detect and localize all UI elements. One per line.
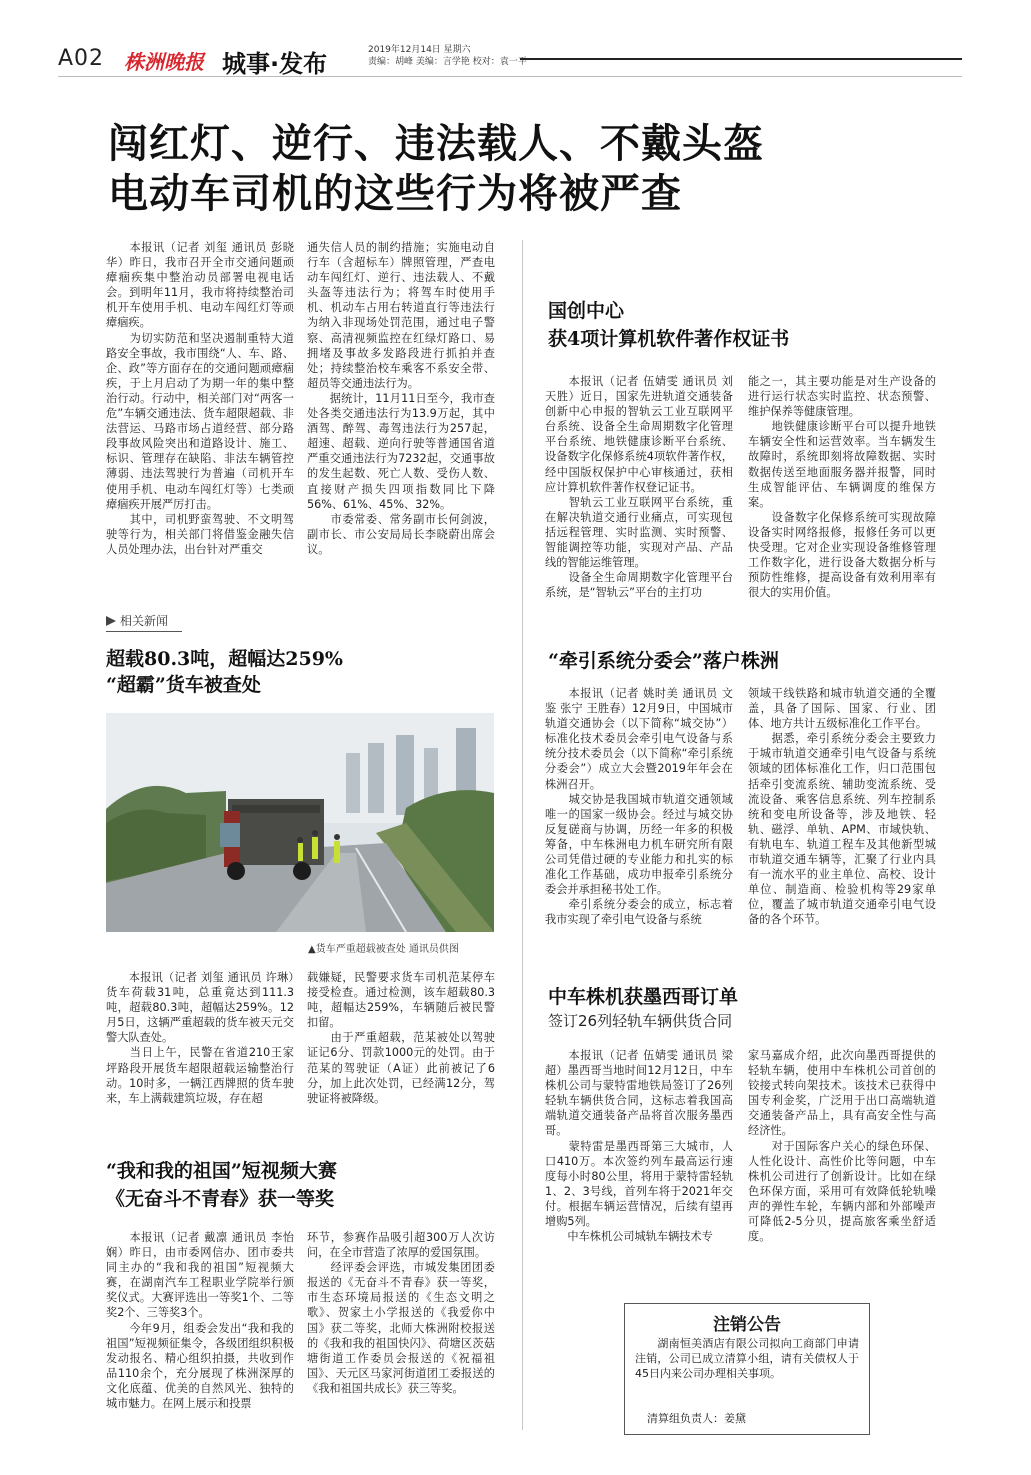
- mexico-body-col1: 本报讯（记者 伍婧雯 通讯员 梁超）墨西哥当地时间12月12日，中车株机公司与蒙特雷地铁局签订了26列轻轨车辆供货合同，这标志着我国高端轨道交通装备产品将首次服务墨西哥。 蒙特雷是墨西哥第三大城市，人口410万。本次签约列车最高运行速度每小时80公里，将用于蒙特雷轻轨1、2、3号线，首列车将于2021年交付。根据车辆运营情况，后续有望再增购5列。 中车株机公司城轨车辆技术专: [545, 1049, 733, 1244]
- video-body-col1: 本报讯（记者 戴凛 通讯员 李怡娴）昨日，由市委网信办、团市委共同主办的“我和我的祖国”短视频大赛，在湖南汽车工程职业学院举行颁奖仪式。大赛评选出一等奖1个、二等奖2个、三等奖3个。 今年9月，组委会发出“我和我的祖国”短视频征集令，各级团组织积极发动报名、精心组织拍摄，共收到作品110余个，充分展现了株洲深厚的文化底蕴、优美的自然风光、独特的城市魅力。在网上展示和投票: [106, 1231, 294, 1411]
- guochuang-headline-line2: 获4项计算机软件著作权证书: [548, 328, 790, 350]
- header-rule: [520, 58, 962, 60]
- guochuang-headline-line1: 国创中心: [548, 300, 625, 322]
- issue-meta: [368, 44, 527, 68]
- notice-title: 注销公告: [713, 1315, 781, 1335]
- traction-body-col2: 领域干线铁路和城市轨道交通的全覆盖，具备了国际、国家、行业、团体、地方共计五级标准化工作平台。 据悉，牵引系统分委会主要致力于城市轨道交通牵引电气设备与系统领域的团体标准化工作，归口范围包括牵引变流系统、辅助变流系统、受流设备、乘客信息系统、列车控制系统和变电所设备等，涉及地铁、轻轨、磁浮、单轨、APM、市域快轨、有轨电车、轨道工程车及其他新型城市轨道交通车辆等，汇聚了行业内具有一流水平的业主单位、高校、设计单位、制造商、检验机构等29家单位，覆盖了城市轨道交通牵引电气设备的各个环节。: [748, 687, 936, 927]
- issue-date: 2019年12月14日 星期六: [368, 45, 471, 55]
- traction-headline: “牵引系统分委会”落户株洲: [548, 650, 779, 672]
- video-headline-line2: 《无奋斗不青春》获一等奖: [106, 1188, 335, 1210]
- guochuang-body-col2: 能之一，其主要功能是对生产设备的进行运行状态实时监控、状态预警、维护保养等健康管理。 地铁健康诊断平台可以提升地铁车辆安全性和运营效率。当车辆发生故障时，系统即刻将故障数据、实时数据传送至地面服务器并报警，同时生成智能评估、车辆调度的维保方案。 设备数字化保修系统可实现故障设备实时网络报修，报修任务可以更快受理。它对企业实现设备维修管理工作数字化，进行设备大数据分析与预防性维修，提高设备有效利用率有很大的实用价值。: [748, 375, 936, 600]
- notice-body: 湖南恒美酒店有限公司拟向工商部门申请注销，公司已成立清算小组，请有关债权人于45日内来公司办理相关事项。: [635, 1337, 859, 1380]
- traction-body-col1: 本报讯（记者 姚时美 通讯员 文鉴 张宁 王胜春）12月9日，中国城市轨道交通协会（以下简称“城交协”）标准化技术委员会牵引电气设备与系统分技术委员会（以下简称“牵引系统分委会”）成立大会暨2019年年会在株洲召开。 城交协是我国城市轨道交通领域唯一的国家一级协会。经过与城交协反复磋商与协调，历经一年多的积极筹备，中车株洲电力机车研究所有限公司凭借过硬的专业能力和扎实的标准化工作基础，成功申报牵引系统分委会并承担秘书处工作。 牵引系统分委会的成立，标志着我市实现了牵引电气设备与系统: [545, 687, 733, 927]
- page-number: A02: [58, 46, 105, 71]
- notice-signer: 清算组负责人：姜黛: [647, 1412, 746, 1425]
- guochuang-body-col1: 本报讯（记者 伍婧雯 通讯员 刘天胜）近日，国家先进轨道交通装备创新中心申报的智轨云工业互联网平台系统、设备全生命周期数字化管理平台系统、地铁健康诊断平台系统、设备数字化保修系统4项软件著作权，经中国版权保护中心审核通过，获相应计算机软件著作权登记证书。 智轨云工业互联网平台系统，重在解决轨道交通行业痛点，可实现包括远程管理、实时监测、实时预警、智能调控等功能，实现对产品、产品线的智能运维管理。 设备全生命周期数字化管理平台系统，是“智轨云”平台的主打功: [545, 375, 733, 600]
- column-divider: [522, 240, 523, 1430]
- truck-photo-illustration: [106, 713, 494, 932]
- related-headline-line2: “超霸”货车被查处: [106, 674, 261, 696]
- related-headline-line1: 超载80.3吨，超幅达259%: [106, 648, 343, 670]
- video-headline-line1: “我和我的祖国”短视频大赛: [106, 1160, 337, 1182]
- lead-body-col1: 本报讯（记者 刘玺 通讯员 彭晓华）昨日，我市召开全市交通问题顽瘴痼疾集中整治动员部署电视电话会。到明年11月，我市将持续整治司机开车使用手机、电动车闯红灯等顽瘴痼疾。 为切实防范和坚决遏制重特大道路安全事故，我市围绕“人、车、路、企、政”等方面存在的交通问题顽瘴痼疾，于上月启动了为期一年的集中整治行动。行动中，相关部门对“两客一危”车辆交通违法、货车超限超载、非法营运、马路市场占道经营、部分路段事故风险突出和道路设计、施工、标识、管理存在缺陷、非法车辆管控薄弱、违法驾驶行为普遍（司机开车使用手机、电动车闯红灯等）七类顽瘴痼疾开展严厉打击。 其中，司机野蛮驾驶、不文明驾驶等行为，相关部门将借鉴金融失信人员处理办法，出台针对严重交: [106, 241, 294, 556]
- newspaper-logo: 株洲晚报: [124, 50, 204, 74]
- mexico-body-col2: 家马嘉成介绍，此次向墨西哥提供的轻轨车辆，使用中车株机公司首创的铰接式转向架技术。该技术已获得中国专利金奖，广泛用于出口高端轨道交通装备产品上，具有高安全性与高经济性。 对于国际客户关心的绿色环保、人性化设计、高性价比等问题，中车株机公司进行了创新设计。比如在绿色环保方面，采用可有效降低轮轨噪声的弹性车轮，车辆内部和外部噪声可降低2-5分贝，提高旅客乘坐舒适度。: [748, 1049, 936, 1244]
- deregistration-notice: [624, 1303, 870, 1435]
- overloaded-truck-photo: [106, 713, 494, 932]
- related-body-col1: 本报讯（记者 刘玺 通讯员 许琳）货车荷载31吨，总重竟达到111.3吨，超载80.3吨，超幅达259%。12月5日，这辆严重超载的货车被天元交警大队查处。 当日上午，民警在省道210王家坪路段开展货车超限超载运输整治行动。10时多，一辆江西牌照的货车驶来，车上满载建筑垃圾，存在超: [106, 971, 294, 1105]
- related-news-tag-label: 相关新闻: [120, 614, 169, 628]
- section-title: 城事·发布: [222, 50, 328, 78]
- mexico-subheadline: 签订26列轻轨车辆供货合同: [548, 1012, 733, 1030]
- issue-editors: 责编：胡峰 美编：言学艳 校对：袁一平: [368, 57, 527, 67]
- mexico-headline: 中车株机获墨西哥订单: [548, 986, 739, 1008]
- header-rule-thin: [58, 76, 962, 77]
- lead-headline-line2: 电动车司机的这些行为将被严查: [108, 171, 682, 217]
- related-body-col2: 载嫌疑，民警要求货车司机范某停车接受检查。通过检测，该车超载80.3吨，超幅达259%，车辆随后被民警扣留。 由于严重超载，范某被处以驾驶证记6分、罚款1000元的处罚。由于范某的驾驶证（A证）此前被记了6分，加上此次处罚，已经满12分，驾驶证将被降级。: [307, 971, 495, 1105]
- arrow-icon: [106, 616, 116, 626]
- related-news-tag: [106, 612, 182, 632]
- lead-headline-line1: 闯红灯、逆行、违法载人、不戴头盔: [108, 121, 764, 167]
- photo-caption: ▲货车严重超载被查处 通讯员供图: [308, 944, 459, 955]
- video-body-col2: 环节，参赛作品吸引超300万人次访问，在全市营造了浓厚的爱国氛围。 经评委会评选，市城发集团团委报送的《无奋斗不青春》获一等奖，市生态环境局报送的《生态文明之歌》、贺家土小学报送的《我爱你中国》获二等奖，北师大株洲附校报送的《我和我的祖国快闪》、荷塘区茨菇塘街道工作委员会报送的《祝福祖国》、天元区马家河街道团工委报送的《我和祖国共成长》获三等奖。: [307, 1231, 495, 1395]
- lead-body-col2: 通失信人员的制约措施；实施电动自行车（含超标车）牌照管理，严查电动车闯红灯、逆行、违法载人、不戴头盔等违法行为；将驾车时使用手机、机动车占用右转道直行等违法行为纳入非现场处罚范围，通过电子警察、高清视频监控在红绿灯路口、易拥堵及事故多发路段进行抓拍并查处；持续整治校车乘客不系安全带、超员等交通违法行为。 据统计，11月11日至今，我市查处各类交通违法行为13.9万起，其中酒驾、醉驾、毒驾违法行为257起，超速、超载、逆向行驶等普通国省道严重交通违法行为7232起，交通事故的发生起数、死亡人数、受伤人数、直接财产损失四项指数同比下降56%、61%、45%、32%。 市委常委、常务副市长何剑波，副市长、市公安局局长李晓蔚出席会议。: [307, 241, 495, 556]
